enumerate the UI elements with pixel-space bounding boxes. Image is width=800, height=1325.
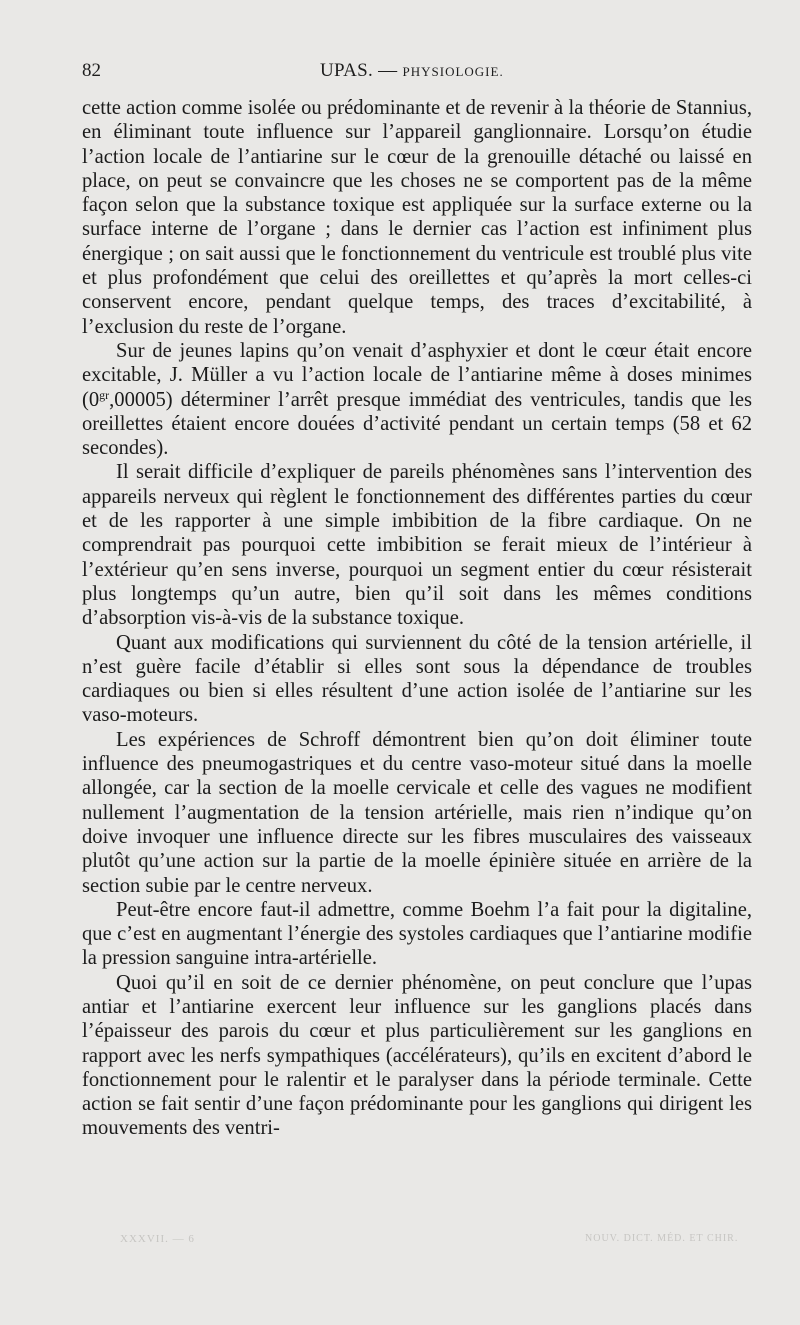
paragraph-mueller-start: Sur de jeunes lapins qu’on venait d’asphyxier et dont le cœur était encore excitable, J. Müller a vu l’action locale de l’antiarine même à doses minimes (0: [82, 339, 752, 411]
running-title: [320, 60, 504, 82]
paragraph-continued: cette action comme isolée ou prédominante et de revenir à la théorie de Stannius, en éliminant toute influence sur l’appareil ganglionnaire. Lorsqu’on étudie l’action locale de l’antiarine sur le cœur de la grenouille détaché ou laissé en place, on peut se convaincre que les choses ne se comportent pas de la même façon selon que la substance toxique est appliquée sur la surface externe ou la surface interne de l’organe ; dans le dernier cas l’action est infiniment plus énergique ; on sait aussi que le fonctionnement du ventricule est troublé plus vite et plus profondément que celui des oreillettes et qu’après la mort celles-ci conservent encore, pendant quelque temps, des traces d’excitabilité, à l’exclusion du reste de l’organe.: [82, 97, 752, 338]
page-number: 82: [82, 60, 101, 81]
running-title-main: UPAS. —: [320, 60, 398, 81]
paragraph-mueller-end: ,00005) déterminer l’arrêt presque immédiat des ventricules, tandis que les oreillettes étaient encore douées d’activité pendant un certain temps (58 et 62 secondes).: [82, 388, 752, 460]
running-header: [82, 60, 752, 90]
signature-mark: XXXVII. — 6: [120, 1233, 195, 1245]
body-text: [82, 96, 752, 1141]
paragraph-conclusion: Quoi qu’il en soit de ce dernier phénomène, on peut conclure que l’upas antiar et l’antiarine exercent leur influence sur les ganglions placés dans l’épaisseur des parois du cœur et plus particulièrement sur les ganglions en rapport avec les nerfs sympathiques (accélérateurs), qu’ils en excitent d’abord le fonctionnement pour le ralentir et le paralyser dans la période terminale. Cette action se fait sentir d’une façon prédominante pour les ganglions qui dirigent les mouvements des ventri-: [82, 971, 752, 1140]
paragraph-schroff: Les expériences de Schroff démontrent bien qu’on doit éliminer toute influence des pneumogastriques et du centre vaso-moteur situé dans la moelle allongée, car la section de la moelle cervicale et celle des vagues ne modifient nullement l’augmentation de la tension artérielle, mais rien n’indique qu’on doive invoquer une influence directe sur les fibres musculaires des vaisseaux plutôt qu’une action sur la partie de la moelle épinière située en arrière de la section subie par le centre nerveux.: [82, 728, 752, 897]
publication-mark: NOUV. DICT. MÉD. ET CHIR.: [585, 1233, 739, 1244]
paragraph-boehm: Peut-être encore faut-il admettre, comme Boehm l’a fait pour la digitaline, que c’est en augmentant l’énergie des systoles cardiaques que l’antiarine modifie la pression sanguine intra-artérielle.: [82, 898, 752, 970]
running-title-section: PHYSIOLOGIE.: [402, 64, 504, 79]
paragraph-tension: Quant aux modifications qui surviennent du côté de la tension artérielle, il n’est guère facile d’établir si elles sont sous la dépendance de troubles cardiaques ou bien si elles résultent d’une action isolée de l’antiarine sur les vaso-moteurs.: [82, 631, 752, 727]
paragraph-mueller: [82, 339, 752, 460]
paragraph-nervous: Il serait difficile d’expliquer de pareils phénomènes sans l’intervention des appareils nerveux qui règlent le fonctionnement des différentes parties du cœur et de les rapporter à une simple imbibition de la fibre cardiaque. On ne comprendrait pas pourquoi cette imbibition se ferait mieux de l’intérieur à l’extérieur qu’en sens inverse, pourquoi un segment entier du cœur résisterait plus longtemps qu’un autre, bien qu’il soit dans les mêmes conditions d’absorption vis-à-vis de la substance toxique.: [82, 461, 752, 630]
gram-superscript: gr: [99, 387, 110, 402]
